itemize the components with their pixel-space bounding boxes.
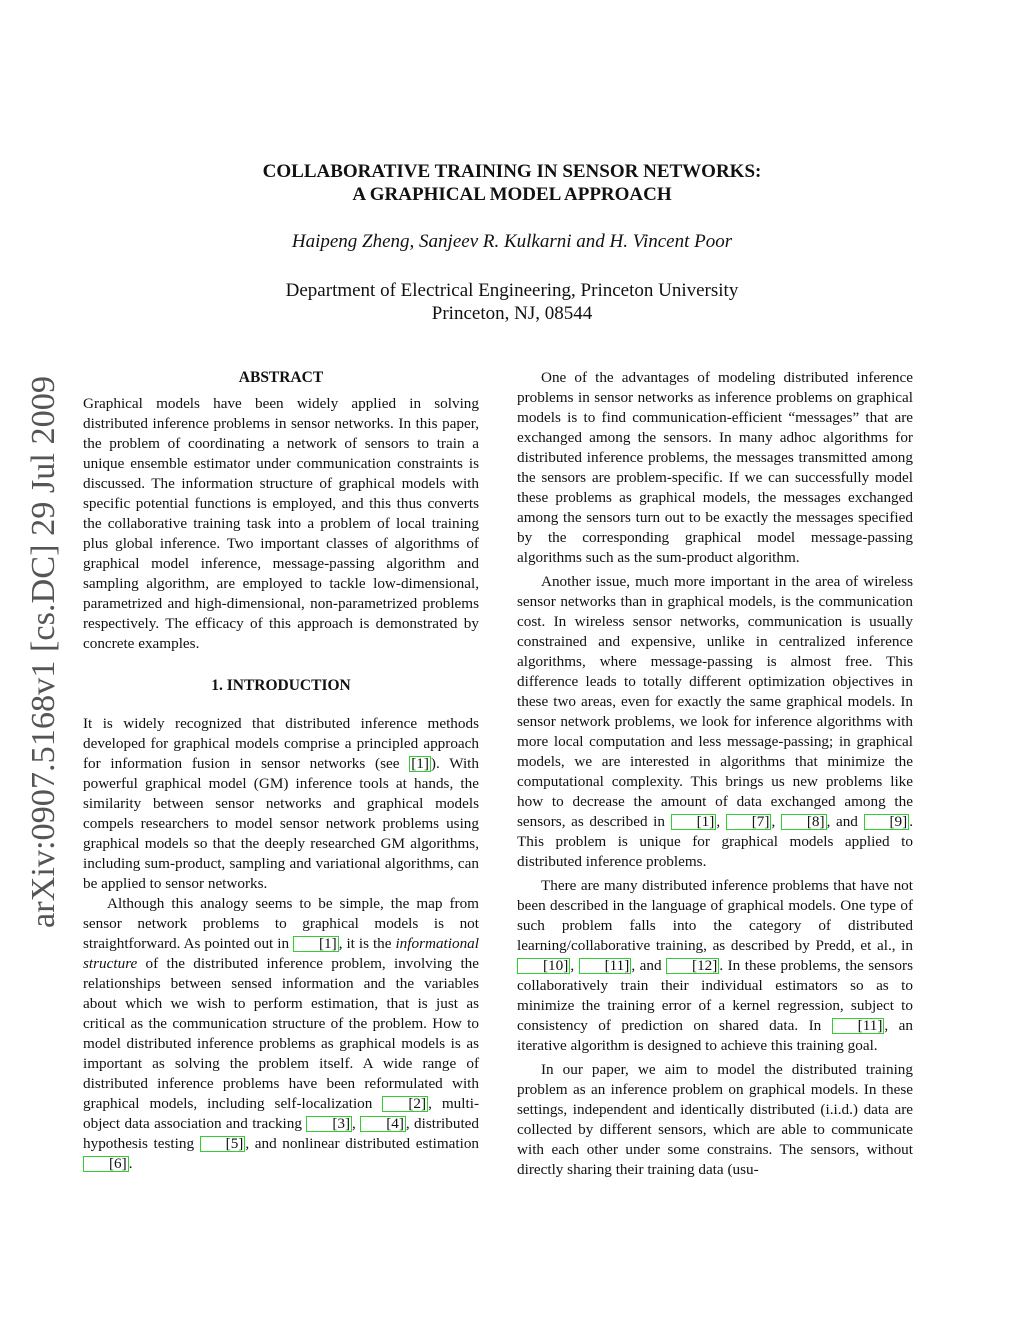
citation-link[interactable]: [1] bbox=[411, 755, 429, 772]
citation-link[interactable]: [2] bbox=[382, 1096, 428, 1112]
intro-heading: 1. INTRODUCTION bbox=[211, 677, 351, 694]
right-paragraph-4: In our paper, we aim to model the distributed training problem as an inference problem on graphical models. In these settings, independent and identically distributed (i.i.d.) data are collected by different sensors, which are able to communicate with each other under some constrains. The sensors, without directly sharing their training data (usu- bbox=[517, 1061, 913, 1178]
author-list: Haipeng Zheng, Sanjeev R. Kulkarni and H. Vincent Poor bbox=[291, 231, 733, 252]
affiliation-line-1: Department of Electrical Engineering, Princeton University bbox=[285, 280, 739, 301]
citation-link[interactable]: [7] bbox=[726, 814, 772, 830]
text-span: . In these problems, the sensors collaboratively train their individual estimators so as to minimize the training error of a kernel regression, subject to consistency of prediction on shared data. In bbox=[517, 957, 913, 1034]
abstract-text: Graphical models have been widely applied in solving distributed inference problems in sensor networks. In this paper, the problem of coordinating a network of sensors to train a unique ensemble estimator under communication constraints is discussed. The information structure of graphical models with specific potential functions is employed, and this thus converts the collaborative training task into a problem of local training plus global inference. Two important classes of algorithms of graphical model inference, message-passing algorithm and sampling algorithm, are employed to tackle low-dimensional, parametrized and high-dimensional, non-parametrized problems respectively. The efficacy of this approach is demonstrated by concrete examples. bbox=[83, 395, 479, 652]
citation-link[interactable]: [3] bbox=[306, 1116, 352, 1132]
citation-link[interactable]: [4] bbox=[360, 1116, 406, 1132]
citation-link[interactable]: [10] bbox=[517, 958, 570, 974]
right-column bbox=[517, 368, 913, 1180]
text-span: Although this analogy seems to be simple, the map from sensor network problems to graphical models is not straightforward. As pointed out in bbox=[83, 895, 479, 952]
citation-link[interactable]: [1] bbox=[293, 936, 339, 952]
emphasis-text: informational structure bbox=[83, 935, 479, 972]
abstract-heading: ABSTRACT bbox=[238, 369, 324, 386]
text-span: , and bbox=[826, 813, 864, 830]
right-paragraph-2 bbox=[517, 572, 913, 872]
title-line-1: COLLABORATIVE TRAINING IN SENSOR NETWORKS: bbox=[262, 161, 762, 182]
intro-paragraph-2 bbox=[83, 894, 479, 1174]
text-span: , distributed hypothesis testing bbox=[83, 1115, 480, 1152]
text-span: ). With powerful graphical model (GM) inference tools at hands, the similarity between sensor networks and graphical models compels researchers to model sensor network problems using graphical models so that the deeply researched GM algorithms, including sum-product, sampling and variational algorithms, can be applied to sensor networks. bbox=[83, 755, 479, 892]
text-span: . This problem is unique for graphical models applied to distributed inference problems. bbox=[517, 813, 914, 870]
text-span: , multi-object data association and tracking bbox=[83, 1095, 479, 1132]
citation-link[interactable]: [6] bbox=[83, 1156, 129, 1172]
citation-link[interactable]: [1] bbox=[671, 814, 717, 830]
citation-link[interactable]: [5] bbox=[200, 1136, 246, 1152]
right-paragraph-1: One of the advantages of modeling distributed inference problems in sensor networks as inference problems on graphical models is to find communication-efficient “messages” that are exchanged among the sensors. In many adhoc algorithms for distributed inference problems, the messages transmitted among the sensors are problem-specific. If we can successfully model these problems as graphical models, the messages exchanged among the sensors turn out to be exactly the messages specified by the corresponding graphical model message-passing algorithms such as the sum-product algorithm. bbox=[517, 369, 913, 566]
text-span: There are many distributed inference problems that have not been described in the language of graphical models. One type of such problem falls into the category of distributed learning/collaborative training, as described by Predd, et al., in bbox=[517, 877, 913, 954]
text-span: . bbox=[128, 1155, 133, 1172]
affiliation bbox=[0, 279, 1024, 325]
text-span: It is widely recognized that distributed inference methods developed for graphical models comprise a principled approach for information fusion in sensor networks (see bbox=[83, 715, 479, 772]
text-span: Another issue, much more important in the area of wireless sensor networks than in graphical models, is the communication cost. In wireless sensor networks, communication is usually constrained and expensive, unlike in centralized inference algorithms, where message-passing is almost free. This difference leads to totally different optimization objectives in these two areas, even for exactly the same graphical models. In sensor network problems, we look for inference algorithms with more local computation and less message-passing; in graphical models, we are interested in algorithms that minimize the computational complexity. This brings us new problems like how to decrease the amount of data exchanged among the sensors, as described in bbox=[517, 573, 913, 830]
left-column bbox=[83, 368, 479, 1174]
text-span: , an iterative algorithm is designed to achieve this training goal. bbox=[517, 1017, 913, 1054]
arxiv-identifier-text: arXiv:0907.5168v1 [cs.DC] 29 Jul 2009 bbox=[25, 380, 62, 928]
citation-link[interactable]: [11] bbox=[832, 1018, 885, 1034]
affiliation-line-2: Princeton, NJ, 08544 bbox=[431, 303, 593, 324]
text-span: , bbox=[570, 957, 579, 974]
arxiv-identifier-svg bbox=[8, 372, 68, 932]
citation-link[interactable]: [8] bbox=[781, 814, 827, 830]
intro-paragraph-1 bbox=[83, 714, 479, 894]
text-span: , bbox=[716, 813, 726, 830]
paper-title bbox=[0, 160, 1024, 206]
citation-link[interactable]: [12] bbox=[666, 958, 719, 974]
title-line-2: A GRAPHICAL MODEL APPROACH bbox=[352, 184, 672, 205]
text-span: , bbox=[352, 1115, 361, 1132]
text-span: , and bbox=[631, 957, 667, 974]
text-span: , and nonlinear distributed estimation bbox=[245, 1135, 480, 1152]
arxiv-identifier bbox=[8, 372, 68, 932]
text-span: , bbox=[771, 813, 781, 830]
text-span: of the distributed inference problem, involving the relationships between sensed information and the variables about which we wish to perform estimation, that is just as critical as the communication structure of the problem. How to model distributed inference problems as graphical models is as important as solving the problem itself. A wide range of distributed inference problems have been reformulated with graphical models, including self-localization bbox=[83, 955, 479, 1112]
right-paragraph-3 bbox=[517, 876, 913, 1056]
citation-link[interactable]: [11] bbox=[579, 958, 632, 974]
text-span: , it is the bbox=[338, 935, 396, 952]
citation-link[interactable]: [9] bbox=[864, 814, 910, 830]
